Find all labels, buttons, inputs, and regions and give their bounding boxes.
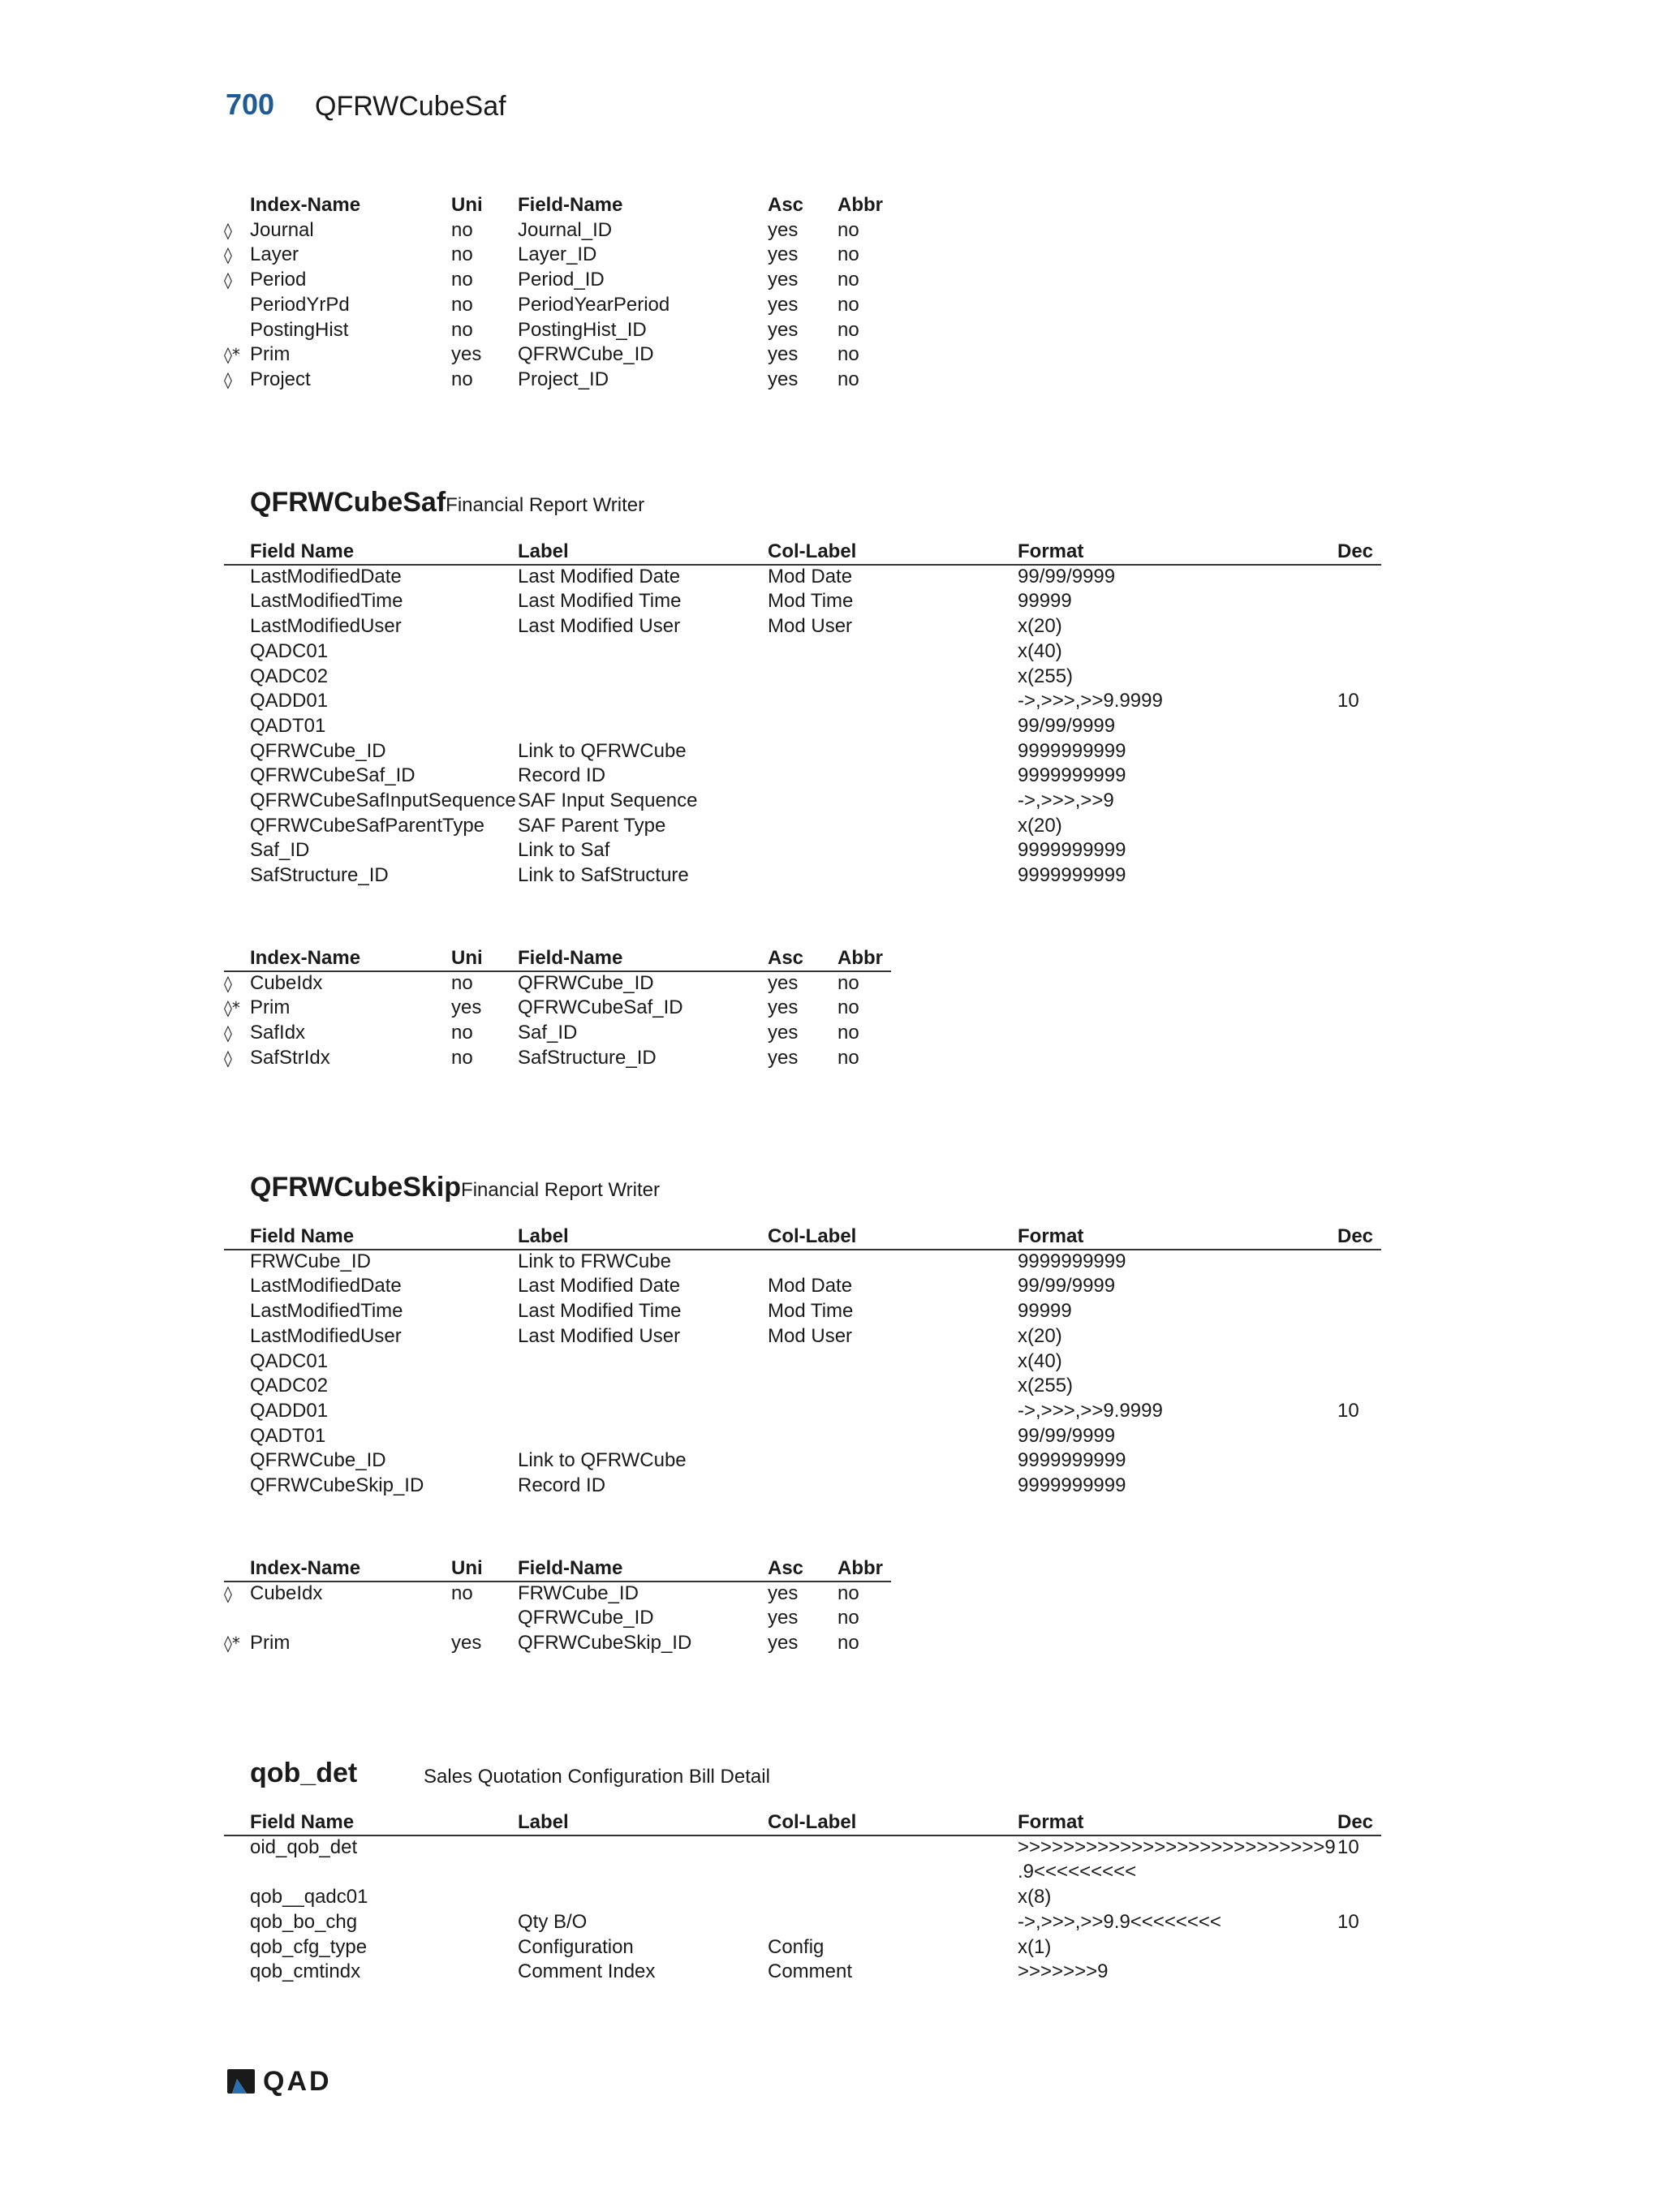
field-row (0, 1885, 1662, 1909)
index-cell: yes (451, 343, 482, 366)
index-cell: PeriodYearPeriod (518, 293, 670, 316)
field-cell: QFRWCubeSafParentType (250, 814, 485, 837)
index-cell: Period (250, 269, 307, 291)
field-cell: FRWCube_ID (250, 1250, 371, 1272)
field-cell: x(20) (1018, 615, 1062, 638)
index-cell: no (451, 1022, 473, 1044)
field-cell: x(20) (1018, 1324, 1062, 1347)
column-header: Dec (1337, 1225, 1374, 1247)
column-header: Label (518, 540, 569, 562)
field-cell: QFRWCubeSkip_ID (250, 1474, 424, 1496)
field-cell: ->,>>>,>>9.9<<<<<<<< (1018, 1910, 1221, 1933)
field-cell: 10 (1337, 690, 1359, 712)
field-cell: QADD01 (250, 1399, 329, 1422)
index-row (0, 971, 1662, 996)
field-cell: x(8) (1018, 1886, 1052, 1909)
field-cell: Comment Index (518, 1960, 656, 1983)
field-cell: QADC01 (250, 639, 329, 662)
index-marker: ◊ (224, 1048, 232, 1068)
field-cell: QADC02 (250, 1375, 329, 1397)
column-header: Format (1018, 1811, 1084, 1833)
field-cell: ->,>>>,>>9.9999 (1018, 690, 1163, 712)
index-marker: ◊ (224, 245, 232, 265)
index-cell: Project (250, 368, 311, 390)
field-cell: 9999999999 (1018, 1474, 1126, 1496)
field-row (0, 1399, 1662, 1423)
column-header: Field-Name (518, 947, 623, 969)
field-cell: SAF Parent Type (518, 814, 666, 837)
index-cell: QFRWCubeSkip_ID (518, 1632, 692, 1655)
index-cell: yes (768, 218, 799, 241)
field-row (0, 614, 1662, 639)
index-marker: ◊ (224, 220, 232, 240)
field-cell: QFRWCube_ID (250, 739, 386, 762)
field-row (0, 714, 1662, 738)
page-number: 700 (226, 88, 275, 121)
section-heading-qfrwcubeskip (250, 1172, 660, 1203)
index-cell: yes (451, 1632, 482, 1655)
index-row (0, 243, 1662, 267)
index-row (0, 218, 1662, 243)
column-header: Field-Name (518, 194, 623, 216)
field-row (0, 764, 1662, 788)
field-cell: 10 (1337, 1835, 1359, 1858)
index-row (0, 318, 1662, 342)
field-cell: 99999 (1018, 590, 1072, 613)
index-row (0, 1021, 1662, 1045)
table-name: qob_det (250, 1758, 358, 1788)
column-header: Asc (768, 1557, 804, 1579)
field-cell: 9999999999 (1018, 864, 1126, 887)
field-cell: 99/99/9999 (1018, 565, 1116, 587)
column-header: Field Name (250, 1811, 355, 1833)
column-header: Col-Label (768, 540, 857, 562)
field-row (0, 814, 1662, 838)
field-cell: QADT01 (250, 1424, 326, 1447)
index-cell: CubeIdx (250, 1582, 323, 1604)
index-header-row (0, 193, 1662, 217)
field-cell: Link to QFRWCube (518, 1449, 687, 1472)
field-cell: Record ID (518, 1474, 606, 1496)
field-cell: Mod User (768, 1324, 853, 1347)
index-cell: no (837, 1607, 859, 1629)
qad-logo-icon (226, 2068, 256, 2095)
index-cell: QFRWCube_ID (518, 971, 654, 994)
index-row (0, 342, 1662, 367)
field-row (0, 1860, 1662, 1884)
index-cell: no (451, 971, 473, 994)
field-cell: 9999999999 (1018, 739, 1126, 762)
index-cell: SafStructure_ID (518, 1046, 657, 1069)
field-cell: Link to FRWCube (518, 1250, 671, 1272)
index-cell: Project_ID (518, 368, 609, 390)
field-header-row (0, 1810, 1662, 1835)
index-cell: Layer_ID (518, 243, 597, 266)
table-description: Financial Report Writer (461, 1179, 661, 1201)
field-row (0, 739, 1662, 764)
field-cell: QFRWCube_ID (250, 1449, 386, 1472)
index-cell: no (837, 1582, 859, 1604)
column-header: Dec (1337, 540, 1374, 562)
field-row (0, 838, 1662, 863)
field-header-row (0, 1224, 1662, 1249)
column-header: Label (518, 1225, 569, 1247)
field-cell: LastModifiedDate (250, 565, 402, 587)
field-cell: Link to QFRWCube (518, 739, 687, 762)
index-cell: SafIdx (250, 1022, 306, 1044)
field-cell: QADC02 (250, 665, 329, 687)
index-marker: ◊* (224, 1633, 240, 1654)
index-cell: yes (451, 996, 482, 1019)
column-header: Abbr (837, 194, 883, 216)
field-cell: x(1) (1018, 1935, 1052, 1958)
index-cell: Journal_ID (518, 218, 613, 241)
field-row (0, 1250, 1662, 1274)
field-cell: qob_cfg_type (250, 1935, 368, 1958)
column-header: Index-Name (250, 947, 361, 969)
field-cell: SafStructure_ID (250, 864, 389, 887)
index-cell: yes (768, 996, 799, 1019)
field-cell: 9999999999 (1018, 1250, 1126, 1272)
index-header-row (0, 946, 1662, 970)
field-cell: Last Modified User (518, 1324, 681, 1347)
index-cell: QFRWCube_ID (518, 1607, 654, 1629)
field-row (0, 1324, 1662, 1349)
index-cell: no (451, 318, 473, 341)
index-marker: ◊ (224, 1583, 232, 1603)
index-cell: yes (768, 1607, 799, 1629)
field-cell: qob_cmtindx (250, 1960, 361, 1983)
field-cell: 10 (1337, 1910, 1359, 1933)
field-cell: qob_bo_chg (250, 1910, 358, 1933)
index-marker: ◊ (224, 270, 232, 290)
column-header: Uni (451, 947, 483, 969)
field-row (0, 665, 1662, 689)
index-cell: no (451, 218, 473, 241)
index-marker: ◊* (224, 345, 240, 365)
column-header: Label (518, 1811, 569, 1833)
section-heading-qob-det (250, 1758, 770, 1789)
index-cell: yes (768, 318, 799, 341)
field-row (0, 1374, 1662, 1398)
column-header: Asc (768, 194, 804, 216)
field-cell: QADT01 (250, 714, 326, 737)
column-header: Field Name (250, 540, 355, 562)
index-cell: no (837, 343, 859, 366)
index-cell: PostingHist (250, 318, 349, 341)
column-header: Abbr (837, 947, 883, 969)
table-description: Sales Quotation Configuration Bill Detail (424, 1766, 770, 1788)
index-cell: no (837, 318, 859, 341)
index-row (0, 1606, 1662, 1630)
index-row (0, 1631, 1662, 1655)
index-row (0, 293, 1662, 317)
field-cell: .9<<<<<<<<< (1018, 1861, 1137, 1883)
field-cell: LastModifiedTime (250, 1300, 403, 1323)
field-cell: QADD01 (250, 690, 329, 712)
index-cell: yes (768, 971, 799, 994)
field-row (0, 565, 1662, 589)
column-header: Field-Name (518, 1557, 623, 1579)
index-cell: Prim (250, 996, 291, 1019)
field-cell: 10 (1337, 1399, 1359, 1422)
index-cell: PostingHist_ID (518, 318, 647, 341)
index-cell: no (837, 996, 859, 1019)
index-cell: Journal (250, 218, 314, 241)
table-description: Financial Report Writer (446, 494, 645, 516)
field-cell: LastModifiedUser (250, 615, 402, 638)
column-header: Col-Label (768, 1225, 857, 1247)
column-header: Format (1018, 540, 1084, 562)
index-marker: ◊ (224, 1023, 232, 1044)
column-header: Asc (768, 947, 804, 969)
field-cell: Mod User (768, 615, 853, 638)
field-cell: ->,>>>,>>9.9999 (1018, 1399, 1163, 1422)
index-marker: ◊* (224, 998, 240, 1018)
column-header: Dec (1337, 1811, 1374, 1833)
index-cell: no (837, 368, 859, 390)
field-row (0, 1274, 1662, 1298)
field-cell: Comment (768, 1960, 853, 1983)
index-row (0, 1046, 1662, 1070)
index-cell: no (837, 1022, 859, 1044)
field-cell: Last Modified Date (518, 1275, 681, 1298)
field-cell: Mod Time (768, 1300, 854, 1323)
column-header: Field Name (250, 1225, 355, 1247)
field-row (0, 639, 1662, 664)
field-row (0, 1910, 1662, 1934)
field-cell: x(255) (1018, 1375, 1074, 1397)
field-cell: 99999 (1018, 1300, 1072, 1323)
field-cell: Record ID (518, 764, 606, 787)
field-row (0, 589, 1662, 613)
field-cell: Link to SafStructure (518, 864, 689, 887)
column-header: Index-Name (250, 1557, 361, 1579)
field-cell: 99/99/9999 (1018, 1424, 1116, 1447)
index-cell: no (837, 218, 859, 241)
field-cell: 99/99/9999 (1018, 714, 1116, 737)
index-cell: yes (768, 1632, 799, 1655)
index-cell: no (451, 1582, 473, 1604)
index-cell: yes (768, 343, 799, 366)
index-cell: yes (768, 1046, 799, 1069)
field-cell: Config (768, 1935, 825, 1958)
index-row (0, 268, 1662, 292)
index-row (0, 1582, 1662, 1606)
index-cell: no (451, 269, 473, 291)
field-header-row (0, 540, 1662, 564)
column-header: Format (1018, 1225, 1084, 1247)
field-cell: LastModifiedUser (250, 1324, 402, 1347)
field-row (0, 1299, 1662, 1323)
field-row (0, 1960, 1662, 1984)
index-cell: Saf_ID (518, 1022, 578, 1044)
field-row (0, 1935, 1662, 1960)
field-cell: LastModifiedTime (250, 590, 403, 613)
field-cell: QFRWCubeSaf_ID (250, 764, 416, 787)
field-cell: LastModifiedDate (250, 1275, 402, 1298)
field-cell: Last Modified Time (518, 1300, 682, 1323)
field-cell: 9999999999 (1018, 764, 1126, 787)
section-heading-qfrwcubesaf (250, 487, 644, 519)
index-cell: Period_ID (518, 269, 605, 291)
field-row (0, 1448, 1662, 1473)
field-cell: Last Modified Time (518, 590, 682, 613)
field-cell: Saf_ID (250, 839, 310, 862)
index-cell: SafStrIdx (250, 1046, 330, 1069)
index-cell: no (837, 243, 859, 266)
index-cell: yes (768, 368, 799, 390)
field-cell: ->,>>>,>>9 (1018, 790, 1114, 811)
field-row (0, 1474, 1662, 1498)
field-cell: Mod Time (768, 590, 854, 613)
field-row (0, 1835, 1662, 1860)
field-row (0, 1349, 1662, 1374)
index-cell: yes (768, 243, 799, 266)
index-cell: QFRWCubeSaf_ID (518, 996, 683, 1019)
field-cell: x(40) (1018, 639, 1062, 662)
field-cell: SAF Input Sequence (518, 790, 698, 811)
field-cell: Qty B/O (518, 1910, 588, 1933)
field-row (0, 863, 1662, 888)
field-cell: x(20) (1018, 814, 1062, 837)
index-cell: no (451, 293, 473, 316)
index-header-row (0, 1556, 1662, 1581)
index-cell: PeriodYrPd (250, 293, 350, 316)
page-title: QFRWCubeSaf (315, 91, 506, 122)
field-cell: qob__qadc01 (250, 1886, 368, 1909)
column-header: Col-Label (768, 1811, 857, 1833)
index-cell: yes (768, 293, 799, 316)
column-header: Abbr (837, 1557, 883, 1579)
field-row (0, 789, 1662, 813)
index-cell: no (451, 243, 473, 266)
field-cell: Mod Date (768, 565, 853, 587)
field-row (0, 1424, 1662, 1448)
index-cell: Layer (250, 243, 299, 266)
index-cell: yes (768, 1582, 799, 1604)
field-cell: >>>>>>>>>>>>>>>>>>>>>>>>>>>9 (1018, 1835, 1336, 1858)
index-cell: no (837, 1632, 859, 1655)
field-cell: Mod Date (768, 1275, 853, 1298)
index-cell: no (837, 293, 859, 316)
index-cell: CubeIdx (250, 971, 323, 994)
field-cell: 99/99/9999 (1018, 1275, 1116, 1298)
index-cell: Prim (250, 343, 291, 366)
index-marker: ◊ (224, 369, 232, 389)
field-cell: >>>>>>>9 (1018, 1960, 1109, 1983)
index-marker: ◊ (224, 973, 232, 993)
index-cell: QFRWCube_ID (518, 343, 654, 366)
index-cell: FRWCube_ID (518, 1582, 639, 1604)
field-cell: Last Modified Date (518, 565, 681, 587)
index-row (0, 996, 1662, 1020)
column-header: Uni (451, 194, 483, 216)
index-cell: yes (768, 269, 799, 291)
index-cell: no (837, 971, 859, 994)
index-cell: no (451, 1046, 473, 1069)
field-cell: 9999999999 (1018, 1449, 1126, 1472)
field-cell: Last Modified User (518, 615, 681, 638)
field-cell: 9999999999 (1018, 839, 1126, 862)
logo-text: QAD (263, 2066, 332, 2097)
field-cell: Link to Saf (518, 839, 610, 862)
field-cell: oid_qob_det (250, 1835, 358, 1858)
index-cell: Prim (250, 1632, 291, 1655)
field-cell: QFRWCubeSafInputSequence (250, 790, 516, 811)
column-header: Uni (451, 1557, 483, 1579)
index-cell: yes (768, 1022, 799, 1044)
index-cell: no (451, 368, 473, 390)
field-cell: Configuration (518, 1935, 634, 1958)
table-name: QFRWCubeSaf (250, 487, 446, 518)
field-cell: QADC01 (250, 1349, 329, 1372)
field-cell: x(40) (1018, 1349, 1062, 1372)
field-cell: x(255) (1018, 665, 1074, 687)
index-row (0, 368, 1662, 392)
table-name: QFRWCubeSkip (250, 1172, 462, 1203)
field-row (0, 689, 1662, 713)
index-cell: no (837, 269, 859, 291)
index-cell: no (837, 1046, 859, 1069)
column-header: Index-Name (250, 194, 361, 216)
